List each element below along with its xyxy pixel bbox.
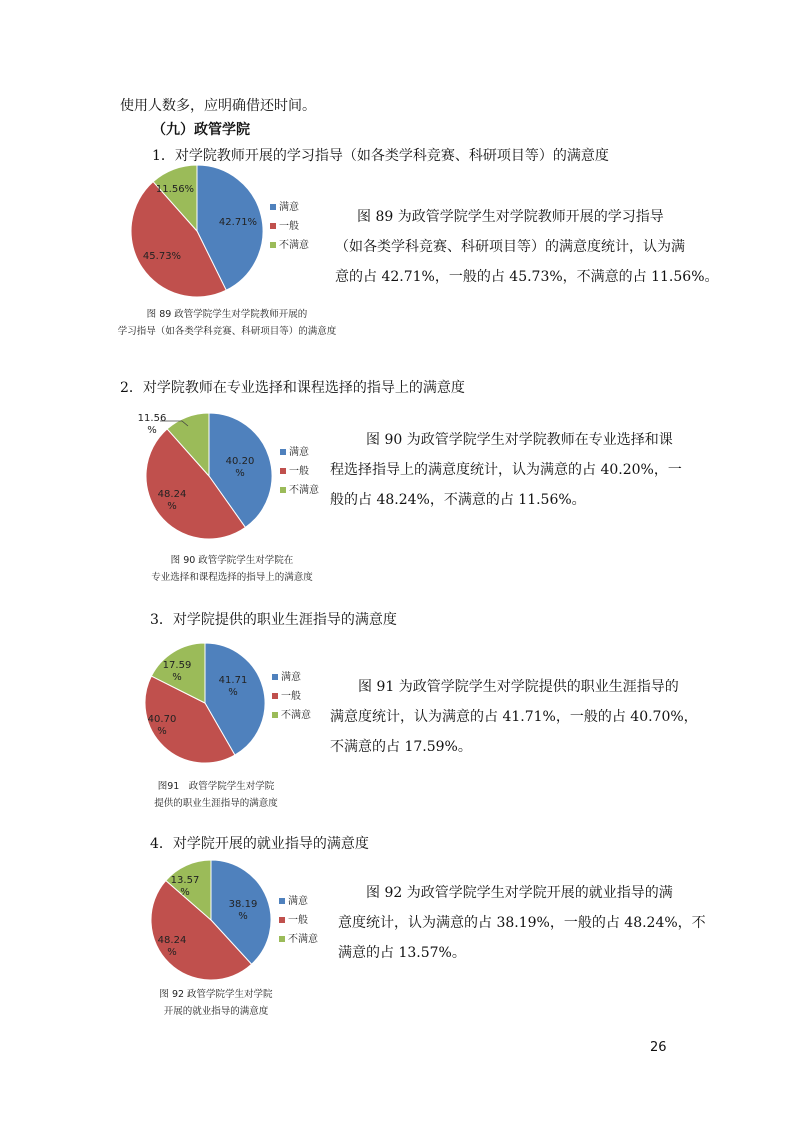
legend-swatch-3: [279, 936, 285, 942]
description-4-line-3: 满意的占 13.57%。: [338, 945, 466, 961]
description-2-line-1: 图 90 为政管学院学生对学院教师在专业选择和课: [366, 432, 673, 448]
legend-label-2: 一般: [289, 466, 309, 477]
legend-swatch-2: [280, 468, 286, 474]
description-1-line-1: 图 89 为政管学院学生对学院教师开展的学习指导: [357, 209, 664, 225]
description-3: [330, 672, 698, 762]
pie-chart-3: [120, 640, 340, 770]
data-label-1: 38.19 %: [228, 899, 258, 922]
description-2-line-2: 程选择指导上的满意度统计，认为满意的占 40.20%，一: [330, 462, 682, 478]
caption-1-line-1: 图 89 政管学院学生对学院教师开展的: [146, 309, 308, 320]
legend-swatch-3: [270, 242, 276, 248]
caption-2-line-2: 专业选择和课程选择的指导上的满意度: [151, 572, 313, 583]
pie-chart-1: [120, 160, 340, 310]
legend-swatch-2: [272, 693, 278, 699]
intro-line: 使用人数多，应明确借还时间。: [120, 98, 316, 114]
data-label-1: 42.71%: [218, 217, 258, 228]
page-number: 26: [650, 1040, 667, 1055]
legend-swatch-3: [272, 712, 278, 718]
legend-label-1: 满意: [281, 672, 301, 683]
section-title-3: 3．对学院提供的职业生涯指导的满意度: [150, 612, 397, 628]
description-1: [335, 202, 719, 292]
section-title-4: 4．对学院开展的就业指导的满意度: [150, 836, 369, 852]
caption-4: [116, 986, 316, 1020]
legend-swatch-1: [279, 898, 285, 904]
caption-1-line-2: 学习指导（如各类学科竞赛、科研项目等）的满意度: [117, 326, 337, 337]
caption-2-line-1: 图 90 政管学院学生对学院在: [170, 555, 294, 566]
description-3-line-2: 满意度统计，认为满意的占 41.71%，一般的占 40.70%，: [330, 709, 698, 725]
description-3-line-1: 图 91 为政管学院学生对学院提供的职业生涯指导的: [358, 679, 679, 695]
legend-swatch-3: [280, 487, 286, 493]
legend-label-3: 不满意: [281, 710, 311, 721]
legend-label-1: 满意: [289, 447, 309, 458]
caption-3-line-2: 提供的职业生涯指导的满意度: [154, 798, 278, 809]
description-3-line-3: 不满意的占 17.59%。: [330, 739, 472, 755]
caption-4-line-1: 图 92 政管学院学生对学院: [159, 989, 273, 1000]
pie-chart-4: [120, 866, 340, 986]
caption-3-line-1: 图91 政管学院学生对学院: [157, 781, 275, 792]
description-4: [338, 878, 706, 968]
description-4-line-1: 图 92 为政管学院学生对学院开展的就业指导的满: [366, 885, 673, 901]
legend-label-1: 满意: [279, 202, 299, 213]
legend-label-2: 一般: [281, 691, 301, 702]
caption-3: [116, 778, 316, 812]
caption-4-line-2: 开展的就业指导的满意度: [163, 1006, 269, 1017]
section-title-1: 1．对学院教师开展的学习指导（如各类学科竞赛、科研项目等）的满意度: [152, 148, 609, 164]
legend-swatch-2: [279, 917, 285, 923]
data-label-2: 48.24 %: [157, 935, 187, 958]
data-label-3: 13.57 %: [170, 875, 200, 898]
legend-swatch-1: [280, 449, 286, 455]
description-4-line-2: 意度统计，认为满意的占 38.19%，一般的占 48.24%，不: [338, 915, 706, 931]
description-1-line-3: 意的占 42.71%，一般的占 45.73%，不满意的占 11.56%。: [335, 269, 719, 285]
legend-swatch-2: [270, 223, 276, 229]
data-label-2: 40.70 %: [147, 714, 177, 737]
data-label-1: 40.20 %: [225, 456, 255, 479]
legend-label-2: 一般: [279, 221, 299, 232]
legend-label-2: 一般: [288, 915, 308, 926]
data-label-3: 11.56 %: [137, 413, 167, 436]
section-heading: （九）政管学院: [152, 122, 250, 138]
legend-label-3: 不满意: [279, 240, 309, 251]
caption-1: [82, 306, 372, 340]
section-title-2: 2．对学院教师在专业选择和课程选择的指导上的满意度: [120, 380, 465, 396]
data-label-2: 45.73%: [142, 251, 182, 262]
data-label-1: 41.71 %: [218, 675, 248, 698]
description-1-line-2: （如各类学科竞赛、科研项目等）的满意度统计，认为满: [335, 239, 685, 255]
data-label-2: 48.24 %: [157, 489, 187, 512]
data-label-3: 11.56%: [155, 184, 195, 195]
legend-label-3: 不满意: [289, 485, 319, 496]
legend-swatch-1: [270, 204, 276, 210]
description-2-line-3: 般的占 48.24%，不满意的占 11.56%。: [330, 492, 586, 508]
legend-label-1: 满意: [288, 896, 308, 907]
pie-chart-2: [120, 408, 340, 548]
legend-label-3: 不满意: [288, 934, 318, 945]
caption-2: [112, 552, 352, 586]
legend-swatch-1: [272, 674, 278, 680]
data-label-3: 17.59 %: [162, 660, 192, 683]
description-2: [330, 425, 682, 515]
